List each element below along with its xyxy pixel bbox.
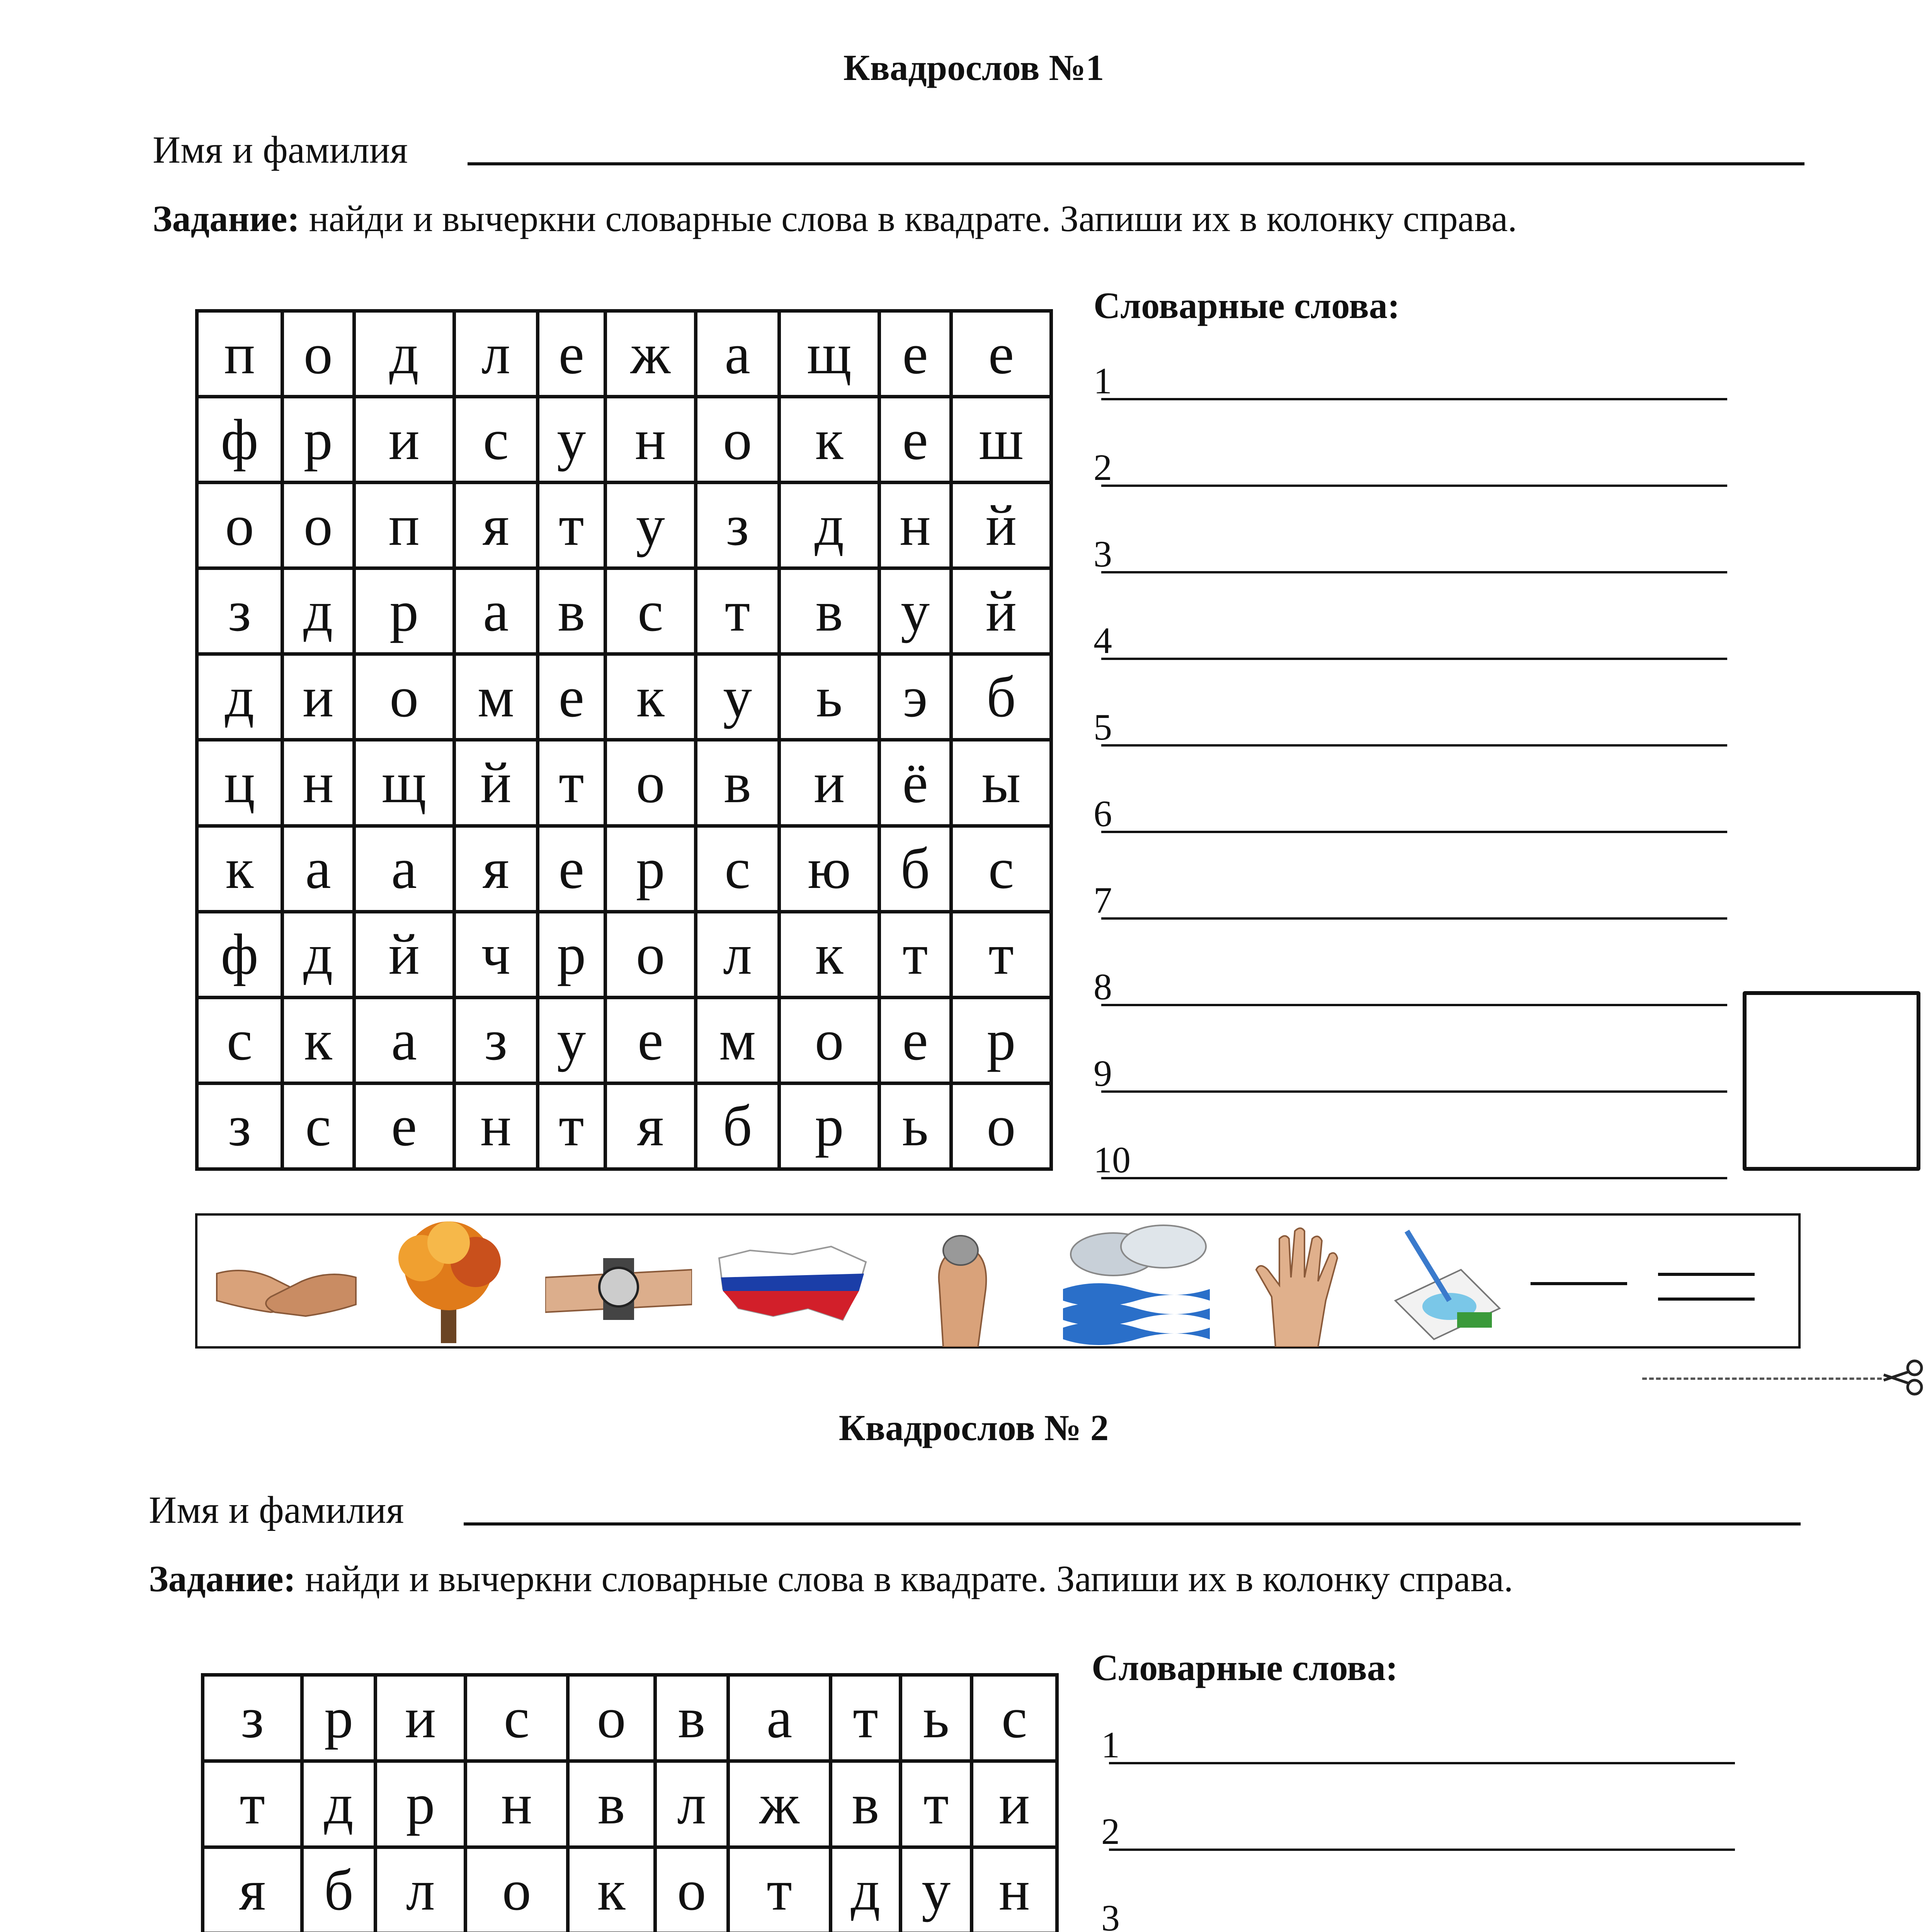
grid-row bbox=[197, 740, 1051, 826]
grid-cell[interactable]: ф bbox=[197, 912, 282, 997]
grid-cell[interactable]: б bbox=[951, 654, 1051, 740]
grid-row bbox=[197, 568, 1051, 654]
grid-cell[interactable]: в bbox=[655, 1675, 728, 1761]
grid-cell[interactable]: т bbox=[728, 1847, 831, 1932]
word-line-number: 2 bbox=[1101, 1811, 1120, 1852]
grid-cell[interactable]: в bbox=[568, 1761, 655, 1847]
grid-cell[interactable]: й bbox=[354, 912, 454, 997]
grid-row bbox=[197, 483, 1051, 568]
word-line-number: 6 bbox=[1094, 793, 1112, 834]
grid-cell[interactable]: к bbox=[197, 826, 282, 912]
grid-cell[interactable]: в bbox=[779, 568, 879, 654]
grid-cell[interactable]: л bbox=[454, 311, 537, 397]
grid-cell[interactable]: р bbox=[537, 912, 605, 997]
word-line-field[interactable] bbox=[1101, 917, 1727, 920]
grid-cell[interactable]: с bbox=[972, 1675, 1057, 1761]
grid-row bbox=[197, 397, 1051, 483]
grid-cell[interactable]: б bbox=[879, 826, 951, 912]
sheet1-task bbox=[153, 197, 1517, 240]
grid-cell[interactable]: с bbox=[282, 1083, 354, 1169]
autumn-tree-icon bbox=[375, 1219, 522, 1347]
grid-cell[interactable]: т bbox=[537, 740, 605, 826]
grid-cell[interactable]: т bbox=[951, 912, 1051, 997]
grid-cell[interactable]: о bbox=[282, 311, 354, 397]
grid-cell[interactable]: я bbox=[605, 1083, 696, 1169]
fist-stone-icon bbox=[912, 1223, 1005, 1347]
grid-row bbox=[197, 997, 1051, 1083]
grid-cell[interactable]: б bbox=[696, 1083, 779, 1169]
word-line-number: 9 bbox=[1094, 1053, 1112, 1094]
sheet1-name-field[interactable] bbox=[468, 162, 1804, 165]
strip-dash-line bbox=[1531, 1282, 1627, 1285]
sheet2-words-title: Словарные слова: bbox=[1092, 1647, 1398, 1688]
grid-row bbox=[197, 826, 1051, 912]
word-line-number: 4 bbox=[1094, 620, 1112, 661]
grid-cell[interactable]: у bbox=[537, 397, 605, 483]
grid-cell[interactable]: а bbox=[354, 997, 454, 1083]
grid-cell[interactable]: с bbox=[454, 397, 537, 483]
grid-cell[interactable]: д bbox=[302, 1761, 376, 1847]
grid-cell[interactable]: л bbox=[375, 1847, 465, 1932]
grid-cell[interactable]: р bbox=[354, 568, 454, 654]
sheet1-words-title: Словарные слова: bbox=[1094, 285, 1400, 326]
grid-cell[interactable]: е bbox=[879, 311, 951, 397]
grid-cell[interactable]: м bbox=[696, 997, 779, 1083]
grid-cell[interactable]: л bbox=[655, 1761, 728, 1847]
sheet1-score-box[interactable] bbox=[1743, 991, 1920, 1171]
sheet1-task-bold: Задание: bbox=[153, 198, 300, 239]
grid-cell[interactable]: о bbox=[696, 397, 779, 483]
grid-cell[interactable]: о bbox=[282, 483, 354, 568]
grid-cell[interactable]: т bbox=[901, 1761, 972, 1847]
grid-cell[interactable]: к bbox=[605, 654, 696, 740]
grid-row bbox=[197, 311, 1051, 397]
grid-cell[interactable]: й bbox=[951, 483, 1051, 568]
grid-cell[interactable]: н bbox=[282, 740, 354, 826]
grid-cell[interactable]: о bbox=[605, 740, 696, 826]
grid-cell[interactable]: о bbox=[466, 1847, 568, 1932]
word-line-number: 3 bbox=[1101, 1897, 1120, 1932]
word-line-field[interactable] bbox=[1101, 571, 1727, 573]
grid-cell[interactable]: к bbox=[568, 1847, 655, 1932]
grid-cell[interactable]: и bbox=[972, 1761, 1057, 1847]
grid-cell[interactable]: у bbox=[696, 654, 779, 740]
grid-cell[interactable]: н bbox=[466, 1761, 568, 1847]
word-line-field[interactable] bbox=[1101, 398, 1727, 400]
grid-cell[interactable]: ц bbox=[197, 740, 282, 826]
handshake-icon bbox=[213, 1250, 360, 1328]
sheet1-word-grid bbox=[195, 309, 1053, 1171]
weather-clouds-water-icon bbox=[1059, 1223, 1214, 1347]
grid-cell[interactable]: и bbox=[779, 740, 879, 826]
grid-row bbox=[197, 1083, 1051, 1169]
grid-cell[interactable]: д bbox=[282, 912, 354, 997]
grid-cell[interactable]: ю bbox=[779, 826, 879, 912]
grid-cell[interactable]: ё bbox=[879, 740, 951, 826]
grid-cell[interactable]: н bbox=[972, 1847, 1057, 1932]
grid-cell[interactable]: ш bbox=[951, 397, 1051, 483]
grid-row bbox=[197, 912, 1051, 997]
grid-cell[interactable]: с bbox=[605, 568, 696, 654]
grid-cell[interactable]: с bbox=[197, 997, 282, 1083]
grid-cell[interactable]: д bbox=[282, 568, 354, 654]
grid-cell[interactable]: е bbox=[605, 997, 696, 1083]
grid-cell[interactable]: к bbox=[282, 997, 354, 1083]
sheet2-name-label: Имя и фамилия bbox=[149, 1488, 404, 1531]
grid-cell[interactable]: д bbox=[830, 1847, 900, 1932]
grid-cell[interactable]: о bbox=[605, 912, 696, 997]
grid-cell[interactable]: и bbox=[354, 397, 454, 483]
grid-cell[interactable]: ч bbox=[454, 912, 537, 997]
strip-equals-line-top bbox=[1658, 1273, 1755, 1276]
grid-cell[interactable]: е bbox=[951, 311, 1051, 397]
word-line-number: 5 bbox=[1094, 706, 1112, 748]
open-hand-icon bbox=[1248, 1223, 1349, 1347]
sheet1-name-label: Имя и фамилия bbox=[153, 128, 408, 171]
grid-cell[interactable]: ь bbox=[901, 1675, 972, 1761]
grid-cell[interactable]: т bbox=[879, 912, 951, 997]
grid-cell[interactable]: к bbox=[779, 912, 879, 997]
grid-cell[interactable]: е bbox=[537, 826, 605, 912]
cut-line bbox=[1642, 1378, 1882, 1380]
grid-cell[interactable]: с bbox=[951, 826, 1051, 912]
grid-cell[interactable]: ь bbox=[779, 654, 879, 740]
grid-cell[interactable]: р bbox=[375, 1761, 465, 1847]
grid-cell[interactable]: у bbox=[879, 568, 951, 654]
grid-cell[interactable]: р bbox=[605, 826, 696, 912]
sheet2-task bbox=[149, 1557, 1513, 1600]
grid-cell[interactable]: т bbox=[696, 568, 779, 654]
grid-cell[interactable]: я bbox=[203, 1847, 302, 1932]
grid-cell[interactable]: р bbox=[951, 997, 1051, 1083]
grid-cell[interactable]: в bbox=[696, 740, 779, 826]
grid-cell[interactable]: з bbox=[454, 997, 537, 1083]
grid-cell[interactable]: о bbox=[197, 483, 282, 568]
word-line-field[interactable] bbox=[1101, 831, 1727, 833]
grid-cell[interactable]: в bbox=[537, 568, 605, 654]
grid-cell[interactable]: я bbox=[454, 483, 537, 568]
grid-cell[interactable]: н bbox=[605, 397, 696, 483]
sheet2-task-bold: Задание: bbox=[149, 1558, 296, 1599]
russia-flag-map-icon bbox=[715, 1243, 870, 1328]
grid-cell[interactable]: э bbox=[879, 654, 951, 740]
grid-cell[interactable]: е bbox=[537, 311, 605, 397]
grid-cell[interactable]: о bbox=[779, 997, 879, 1083]
grid-cell[interactable]: е bbox=[354, 1083, 454, 1169]
word-line-number: 3 bbox=[1094, 533, 1112, 575]
sheet1-picture-strip bbox=[195, 1213, 1801, 1349]
grid-row bbox=[203, 1761, 1057, 1847]
grid-cell[interactable]: т bbox=[537, 483, 605, 568]
grid-cell[interactable]: р bbox=[302, 1675, 376, 1761]
grid-row bbox=[203, 1675, 1057, 1761]
grid-cell[interactable]: н bbox=[879, 483, 951, 568]
grid-cell[interactable]: м bbox=[454, 654, 537, 740]
grid-cell[interactable]: б bbox=[302, 1847, 376, 1932]
grid-cell[interactable]: с bbox=[466, 1675, 568, 1761]
sheet2-word-grid bbox=[201, 1673, 1059, 1932]
grid-row bbox=[197, 654, 1051, 740]
grid-cell[interactable]: ы bbox=[951, 740, 1051, 826]
grid-cell[interactable]: н bbox=[454, 1083, 537, 1169]
sheet1-task-text: найди и вычеркни словарные слова в квадрате. Запиши их в колонку справа. bbox=[299, 198, 1517, 239]
grid-cell[interactable]: д bbox=[354, 311, 454, 397]
grid-cell[interactable]: е bbox=[879, 397, 951, 483]
grid-cell[interactable]: й bbox=[951, 568, 1051, 654]
word-line-number: 7 bbox=[1094, 879, 1112, 921]
word-line-field[interactable] bbox=[1101, 485, 1727, 487]
grid-cell[interactable]: к bbox=[779, 397, 879, 483]
grid-cell[interactable]: п bbox=[197, 311, 282, 397]
grid-cell[interactable]: о bbox=[568, 1675, 655, 1761]
grid-cell[interactable]: о bbox=[951, 1083, 1051, 1169]
grid-cell[interactable]: л bbox=[696, 912, 779, 997]
grid-cell[interactable]: щ bbox=[354, 740, 454, 826]
grid-cell[interactable]: и bbox=[282, 654, 354, 740]
sheet1-title: Квадрослов №1 bbox=[843, 47, 1104, 88]
grid-cell[interactable]: ь bbox=[879, 1083, 951, 1169]
word-line-number: 2 bbox=[1094, 447, 1112, 488]
grid-cell[interactable]: о bbox=[655, 1847, 728, 1932]
word-line-field[interactable] bbox=[1101, 1177, 1727, 1179]
word-line-field[interactable] bbox=[1101, 744, 1727, 747]
grid-cell[interactable]: д bbox=[779, 483, 879, 568]
grid-cell[interactable]: и bbox=[375, 1675, 465, 1761]
word-line-number: 1 bbox=[1094, 360, 1112, 401]
grid-cell[interactable]: у bbox=[605, 483, 696, 568]
grid-cell[interactable]: т bbox=[203, 1761, 302, 1847]
grid-row bbox=[203, 1847, 1057, 1932]
word-line-field[interactable] bbox=[1101, 658, 1727, 660]
grid-cell[interactable]: в bbox=[830, 1761, 900, 1847]
strip-equals-line-bottom bbox=[1658, 1298, 1755, 1301]
grid-cell[interactable]: у bbox=[537, 997, 605, 1083]
word-line-field[interactable] bbox=[1101, 1090, 1727, 1093]
grid-cell[interactable]: с bbox=[696, 826, 779, 912]
sheet2-title: Квадрослов № 2 bbox=[838, 1407, 1109, 1448]
grid-cell[interactable]: о bbox=[354, 654, 454, 740]
grid-cell[interactable]: з bbox=[197, 1083, 282, 1169]
grid-cell[interactable]: з bbox=[696, 483, 779, 568]
grid-cell[interactable]: т bbox=[537, 1083, 605, 1169]
grid-cell[interactable]: р bbox=[282, 397, 354, 483]
grid-cell[interactable]: ж bbox=[728, 1761, 831, 1847]
grid-cell[interactable]: а bbox=[696, 311, 779, 397]
grid-cell[interactable]: р bbox=[779, 1083, 879, 1169]
scissors-icon bbox=[1882, 1356, 1924, 1399]
grid-cell[interactable]: ф bbox=[197, 397, 282, 483]
grid-cell[interactable]: а bbox=[728, 1675, 831, 1761]
grid-cell[interactable]: а bbox=[282, 826, 354, 912]
grid-cell[interactable]: щ bbox=[779, 311, 879, 397]
grid-cell[interactable]: у bbox=[901, 1847, 972, 1932]
sheet2-task-text: найди и вычеркни словарные слова в квадрате. Запиши их в колонку справа. bbox=[296, 1558, 1514, 1599]
word-line-field[interactable] bbox=[1109, 1849, 1735, 1851]
grid-cell[interactable]: а bbox=[354, 826, 454, 912]
wristwatch-icon bbox=[545, 1243, 692, 1332]
word-line-field[interactable] bbox=[1109, 1762, 1735, 1764]
grid-cell[interactable]: д bbox=[197, 654, 282, 740]
grid-cell[interactable]: т bbox=[830, 1675, 900, 1761]
grid-cell[interactable]: е bbox=[879, 997, 951, 1083]
word-line-number: 8 bbox=[1094, 966, 1112, 1007]
word-line-field[interactable] bbox=[1101, 1004, 1727, 1006]
sheet2-name-field[interactable] bbox=[464, 1522, 1801, 1526]
word-line-number: 1 bbox=[1101, 1724, 1120, 1765]
word-line-number: 10 bbox=[1094, 1139, 1131, 1180]
grid-cell[interactable]: п bbox=[354, 483, 454, 568]
paint-brush-icon bbox=[1384, 1223, 1507, 1347]
grid-cell[interactable]: й bbox=[454, 740, 537, 826]
grid-cell[interactable]: я bbox=[454, 826, 537, 912]
grid-cell[interactable]: е bbox=[537, 654, 605, 740]
grid-cell[interactable]: ж bbox=[605, 311, 696, 397]
grid-cell[interactable]: а bbox=[454, 568, 537, 654]
grid-cell[interactable]: з bbox=[197, 568, 282, 654]
grid-cell[interactable]: з bbox=[203, 1675, 302, 1761]
